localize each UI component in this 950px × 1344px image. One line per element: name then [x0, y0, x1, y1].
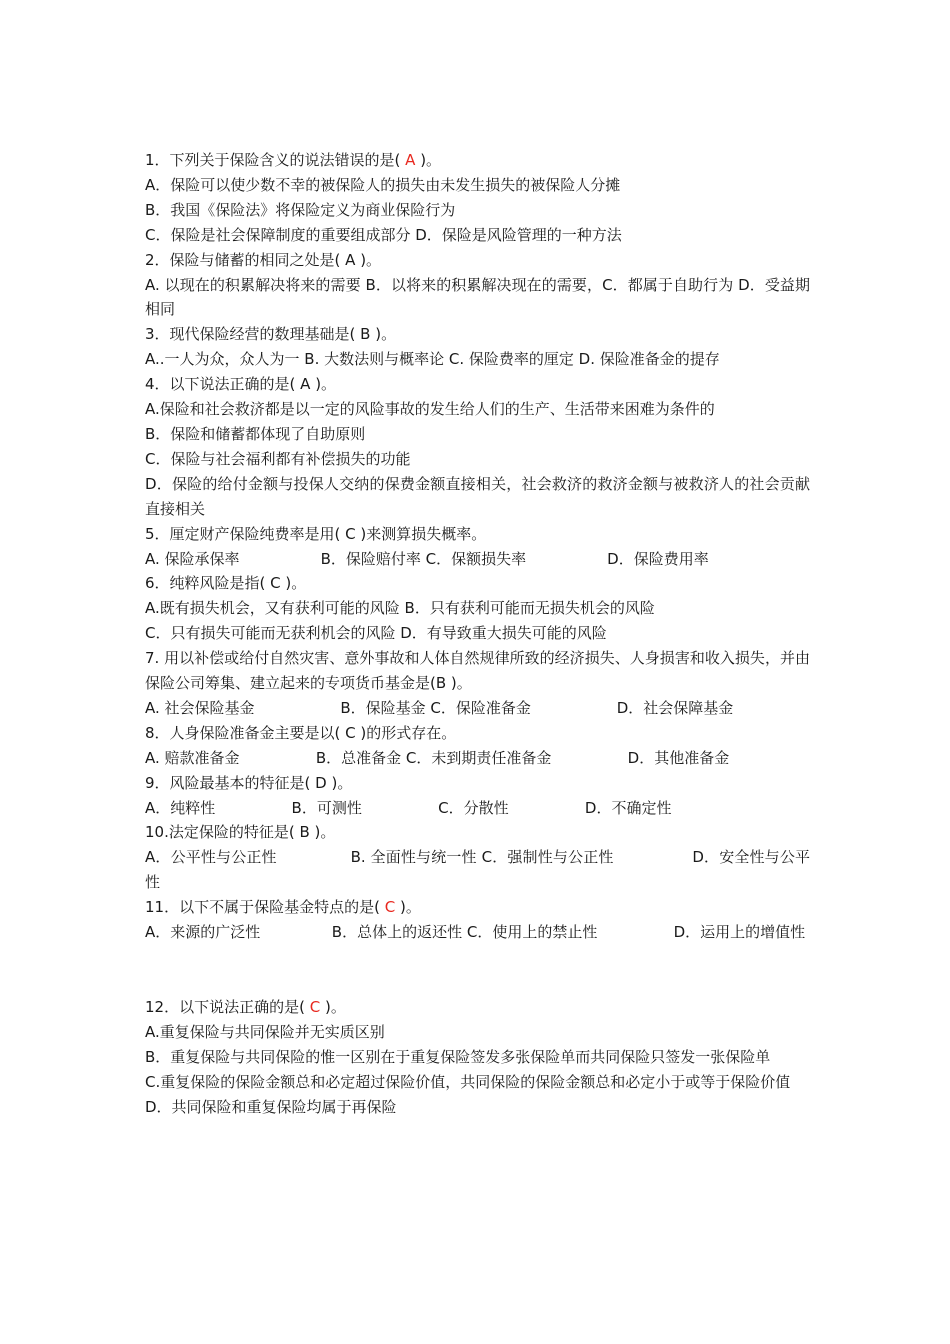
answer-highlight: C — [309, 998, 321, 1016]
question-2-options: A. 以现在的积累解决将来的需要 B．以将来的积累解决现在的需要，C．都属于自助行为 D．受益期相同 — [145, 275, 810, 319]
question-5-stem: 5．厘定财产保险纯费率是用( C )来测算损失概率。 — [145, 524, 487, 543]
question-5-options: A. 保险承保率 B．保险赔付率 C．保额损失率 D．保险费用率 — [145, 549, 709, 568]
question-12-option: C.重复保险的保险金额总和必定超过保险价值，共同保险的保险金额总和必定小于或等于保险价值 — [145, 1072, 791, 1091]
question-1-stem: 1．下列关于保险含义的说法错误的是( A )。 — [145, 151, 442, 169]
question-6-option: A.既有损失机会，又有获利可能的风险 B．只有获利可能而无损失机会的风险 — [145, 599, 655, 618]
question-3-stem: 3．现代保险经营的数理基础是( B )。 — [145, 325, 397, 344]
question-11-stem: 11．以下不属于保险基金特点的是( C )。 — [145, 898, 421, 917]
question-8-options: A. 赔款准备金 B．总准备金 C．未到期责任准备金 D．其他准备金 — [145, 748, 730, 767]
question-1-option: A．保险可以使少数不幸的被保险人的损失由未发生损失的被保险人分摊 — [145, 175, 621, 194]
question-6-stem: 6．纯粹风险是指( C )。 — [145, 574, 307, 593]
question-4-option: C．保险与社会福利都有补偿损失的功能 — [145, 449, 411, 468]
question-7-options: A. 社会保险基金 B．保险基金 C．保险准备金 D．社会保障基金 — [145, 698, 734, 717]
question-12-stem: 12．以下说法正确的是( C )。 — [145, 998, 346, 1016]
question-10-options: A．公平性与公正性 B. 全面性与统一性 C．强制性与公正性 D．安全性与公平性 — [145, 848, 810, 892]
question-12-option: B．重复保险与共同保险的惟一区别在于重复保险签发多张保险单而共同保险只签发一张保险单 — [145, 1047, 771, 1066]
question-4-option: B．保险和储蓄都体现了自助原则 — [145, 424, 366, 443]
question-4-option: D．保险的给付金额与投保人交纳的保费金额直接相关，社会救济的救济金额与被救济人的社会贡献直接相关 — [145, 474, 810, 518]
question-9-stem: 9．风险最基本的特征是( D )。 — [145, 773, 353, 792]
document-page — [145, 148, 810, 1120]
question-8-stem: 8．人身保险准备金主要是以( C )的形式存在。 — [145, 723, 457, 742]
paragraph-gap — [145, 945, 810, 995]
question-3-options: A..一人为众，众人为一 B. 大数法则与概率论 C. 保险费率的厘定 D. 保险准备金的提存 — [145, 350, 720, 369]
question-11-options: A．来源的广泛性 B．总体上的返还性 C．使用上的禁止性 D．运用上的增值性 — [145, 923, 806, 942]
question-4-option: A.保险和社会救济都是以一定的风险事故的发生给人们的生产、生活带来困难为条件的 — [145, 400, 715, 419]
question-7-stem: 7. 用以补偿或给付自然灾害、意外事故和人体自然规律所致的经济损失、人身损害和收入损失，并由保险公司筹集、建立起来的专项货币基金是(B )。 — [145, 649, 810, 693]
question-2-stem: 2．保险与储蓄的相同之处是( A )。 — [145, 250, 382, 269]
answer-highlight: C — [384, 898, 396, 917]
question-12-option: A.重复保险与共同保险并无实质区别 — [145, 1022, 385, 1041]
question-4-stem: 4．以下说法正确的是( A )。 — [145, 375, 337, 394]
question-12-option: D．共同保险和重复保险均属于再保险 — [145, 1097, 397, 1116]
question-1-option: C．保险是社会保障制度的重要组成部分 D．保险是风险管理的一种方法 — [145, 225, 622, 244]
question-10-stem: 10.法定保险的特征是( B )。 — [145, 823, 336, 842]
answer-highlight: A — [405, 151, 416, 169]
question-1-option: B．我国《保险法》将保险定义为商业保险行为 — [145, 200, 456, 219]
question-9-options: A．纯粹性 B．可测性 C．分散性 D．不确定性 — [145, 798, 672, 817]
question-6-option: C．只有损失可能而无获利机会的风险 D．有导致重大损失可能的风险 — [145, 624, 607, 643]
